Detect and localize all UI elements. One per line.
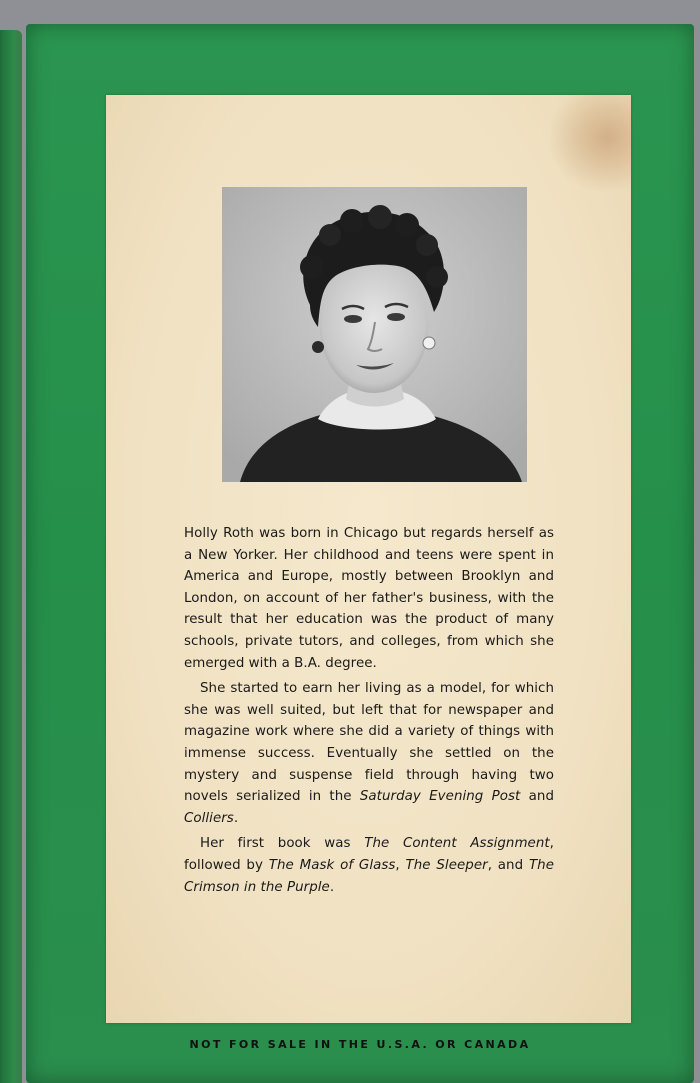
paper-stain	[551, 95, 631, 190]
book-title: The Sleeper	[405, 857, 488, 873]
bio-text: Her first book was	[200, 836, 365, 852]
bio-text: , followed by	[184, 836, 554, 873]
bio-text: .	[233, 810, 239, 826]
bio-paragraph-2	[184, 678, 554, 829]
back-cover	[26, 24, 694, 1083]
bio-text: and	[520, 789, 554, 805]
magazine-title: Colliers	[184, 810, 234, 826]
bio-text: ,	[395, 857, 406, 873]
sale-restriction-notice: NOT FOR SALE IN THE U.S.A. OR CANADA	[189, 1038, 531, 1051]
author-panel	[106, 95, 631, 1023]
author-photo	[222, 187, 527, 482]
bio-paragraph-3	[184, 833, 554, 898]
bio-paragraph-1: Holly Roth was born in Chicago but regards herself as a New Yorker. Her childhood and teens were spent in America and Europe, mostly between Brooklyn and London, on account of her father's business, with the result that her education was the product of many schools, private tutors, and colleges, from which she emerged with a B.A. degree.	[184, 526, 554, 671]
bio-text: , and	[487, 857, 529, 873]
bio-text: She started to earn her living as a model, for which she was well suited, but left that for newspaper and magazine work where she did a variety of things with immense success. Eventually she settled on the mystery and suspense field through having two novels serialized in the	[184, 681, 554, 805]
bio-text: .	[329, 879, 335, 895]
spine-edge	[0, 30, 22, 1083]
magazine-title: Saturday Evening Post	[359, 789, 521, 805]
book-title: The Mask of Glass	[268, 857, 396, 873]
book-title: The Crimson in the Purple	[184, 857, 554, 895]
book-title: The Content Assignment	[364, 836, 550, 852]
author-biography	[184, 523, 554, 902]
